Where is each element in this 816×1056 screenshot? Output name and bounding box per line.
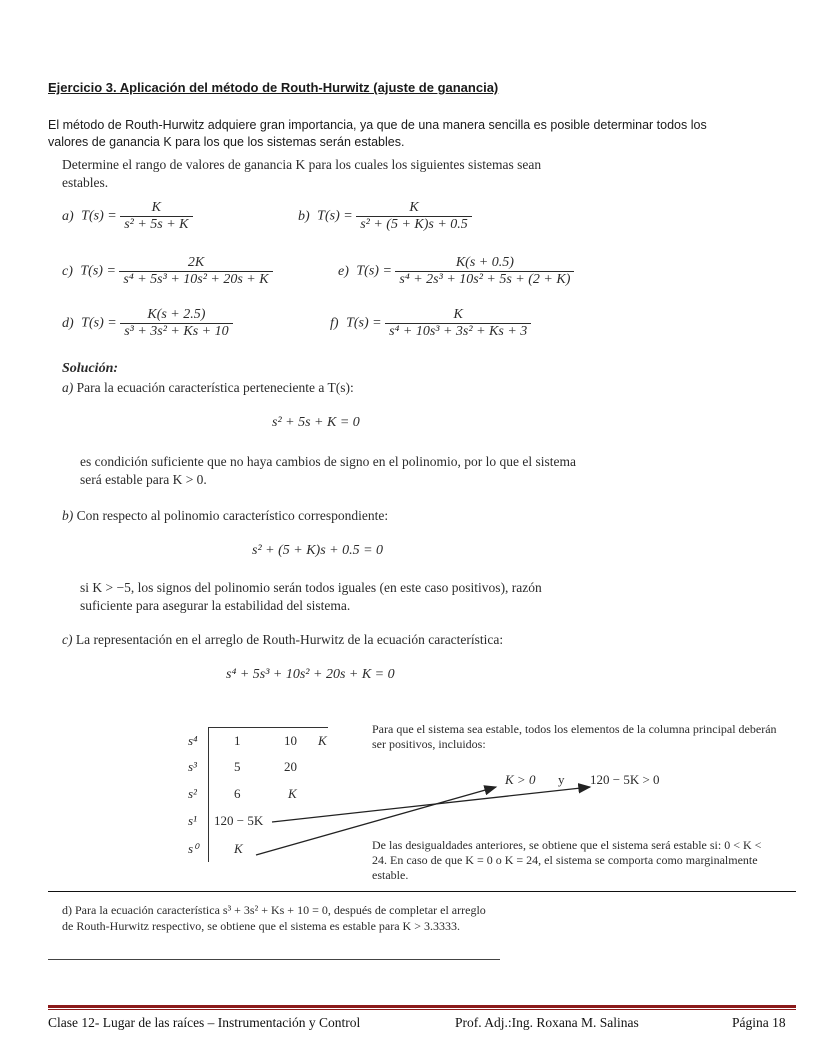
- system-numerator: K(s + 2.5): [147, 307, 206, 322]
- routh-power: s¹: [188, 813, 197, 828]
- system-numerator: K: [409, 200, 419, 215]
- equation-a: s² + 5s + K = 0: [272, 415, 360, 430]
- system-denominator: s⁴ + 2s³ + 10s² + 5s + (2 + K): [395, 271, 574, 288]
- system-lhs: T(s) =: [346, 315, 382, 331]
- footer-professor: Prof. Adj.:Ing. Roxana M. Salinas: [455, 1015, 639, 1030]
- routh-cell: K: [234, 841, 243, 856]
- routh-cell: 6: [234, 786, 241, 801]
- footer-page-number: Página 18: [732, 1015, 786, 1030]
- routh-power: s²: [188, 786, 197, 801]
- system-label: d): [62, 315, 74, 331]
- system-label: b): [298, 208, 310, 224]
- system-numerator: K: [151, 200, 162, 215]
- routh-cell: K: [318, 733, 327, 748]
- part-text: Con respecto al polinomio característico correspondiente:: [76, 508, 389, 523]
- system-lhs: T(s) =: [356, 263, 392, 279]
- part-text: La representación en el arreglo de Routh-Hurwitz de la ecuación característica:: [75, 632, 504, 647]
- system-numerator: K(s + 0.5): [455, 255, 514, 270]
- system-label: a): [62, 208, 74, 224]
- system-lhs: T(s) =: [81, 315, 117, 331]
- footer-rule-thin: [48, 1009, 796, 1010]
- system-denominator: s² + 5s + K: [120, 216, 192, 233]
- system-lhs: T(s) =: [80, 263, 116, 279]
- routh-cell: 10: [284, 733, 297, 748]
- system-label: f): [330, 315, 339, 331]
- system-lhs: T(s) =: [317, 208, 353, 224]
- condition-and: y: [558, 772, 565, 787]
- system-denominator: s⁴ + 10s³ + 3s² + Ks + 3: [385, 323, 531, 340]
- system-denominator: s² + (5 + K)s + 0.5: [356, 216, 472, 233]
- condition-poly: 120 − 5K > 0: [590, 772, 660, 787]
- exercise-heading: Ejercicio 3. Aplicación del método de Routh-Hurwitz (ajuste de ganancia): [48, 80, 499, 95]
- section-divider: [48, 891, 796, 892]
- routh-power: s³: [188, 759, 197, 774]
- routh-cell: K: [288, 786, 297, 801]
- routh-power: s⁰: [188, 841, 199, 856]
- part-label: a): [62, 380, 74, 395]
- system-label: c): [62, 263, 73, 279]
- system-denominator: s³ + 3s² + Ks + 10: [120, 323, 232, 340]
- solution-a-conclusion: es condición suficiente que no haya cambios de signo en el polinomio, por lo que el sistema será estable para K > 0.: [80, 454, 577, 487]
- routh-cell: 120 − 5K: [214, 813, 264, 828]
- condition-k: K > 0: [505, 772, 536, 787]
- footer-course: Clase 12- Lugar de las raíces – Instrumentación y Control: [48, 1015, 361, 1030]
- system-numerator: 2K: [187, 255, 205, 270]
- routh-cell: 20: [284, 759, 297, 774]
- section-divider-short: [48, 959, 500, 960]
- system-numerator: K: [453, 307, 463, 322]
- intro-paragraph: El método de Routh-Hurwitz adquiere gran importancia, ya que de una manera sencilla es posible determinar todos los valores de ganancia K para los que los sistemas serán estables.: [48, 118, 707, 149]
- equation-b: s² + (5 + K)s + 0.5 = 0: [252, 543, 384, 558]
- solution-b-conclusion: si K > −5, los signos del polinomio serán todos iguales (en este caso positivos), razón suficiente para asegurar la estabilidad del sistema.: [80, 580, 542, 613]
- footer-rule: [48, 1005, 796, 1008]
- routh-power: s⁴: [188, 733, 198, 748]
- problem-statement: Determine el rango de valores de ganancia K para los cuales los siguientes sistemas sean estables.: [62, 157, 542, 190]
- routh-cell: 1: [234, 733, 241, 748]
- equation-c: s⁴ + 5s³ + 10s² + 20s + K = 0: [226, 667, 395, 682]
- arrow-to-poly-condition: [272, 787, 590, 822]
- solution-d: d) Para la ecuación característica s³ + 3s² + Ks + 10 = 0, después de completar el arreglo de Routh-Hurwitz respectivo, se obtiene que el sistema es estable para K > 3.3333.: [62, 903, 486, 933]
- system-label: e): [338, 263, 349, 279]
- part-label: c): [62, 632, 73, 647]
- routh-note-top: Para que el sistema sea estable, todos los elementos de la columna principal deberán ser positivos, incluidos:: [372, 722, 777, 751]
- part-label: b): [62, 508, 74, 523]
- solution-title: Solución:: [62, 361, 119, 376]
- system-denominator: s⁴ + 5s³ + 10s² + 20s + K: [119, 271, 272, 288]
- part-text: Para la ecuación característica perteneciente a T(s):: [76, 380, 354, 395]
- routh-note-bottom: De las desigualdades anteriores, se obtiene que el sistema será estable si: 0 < K < 24. En caso de que K = 0 o K = 24, el sistema se comporta como marginalmente estable.: [372, 838, 762, 882]
- routh-cell: 5: [234, 759, 241, 774]
- system-lhs: T(s) =: [81, 208, 117, 224]
